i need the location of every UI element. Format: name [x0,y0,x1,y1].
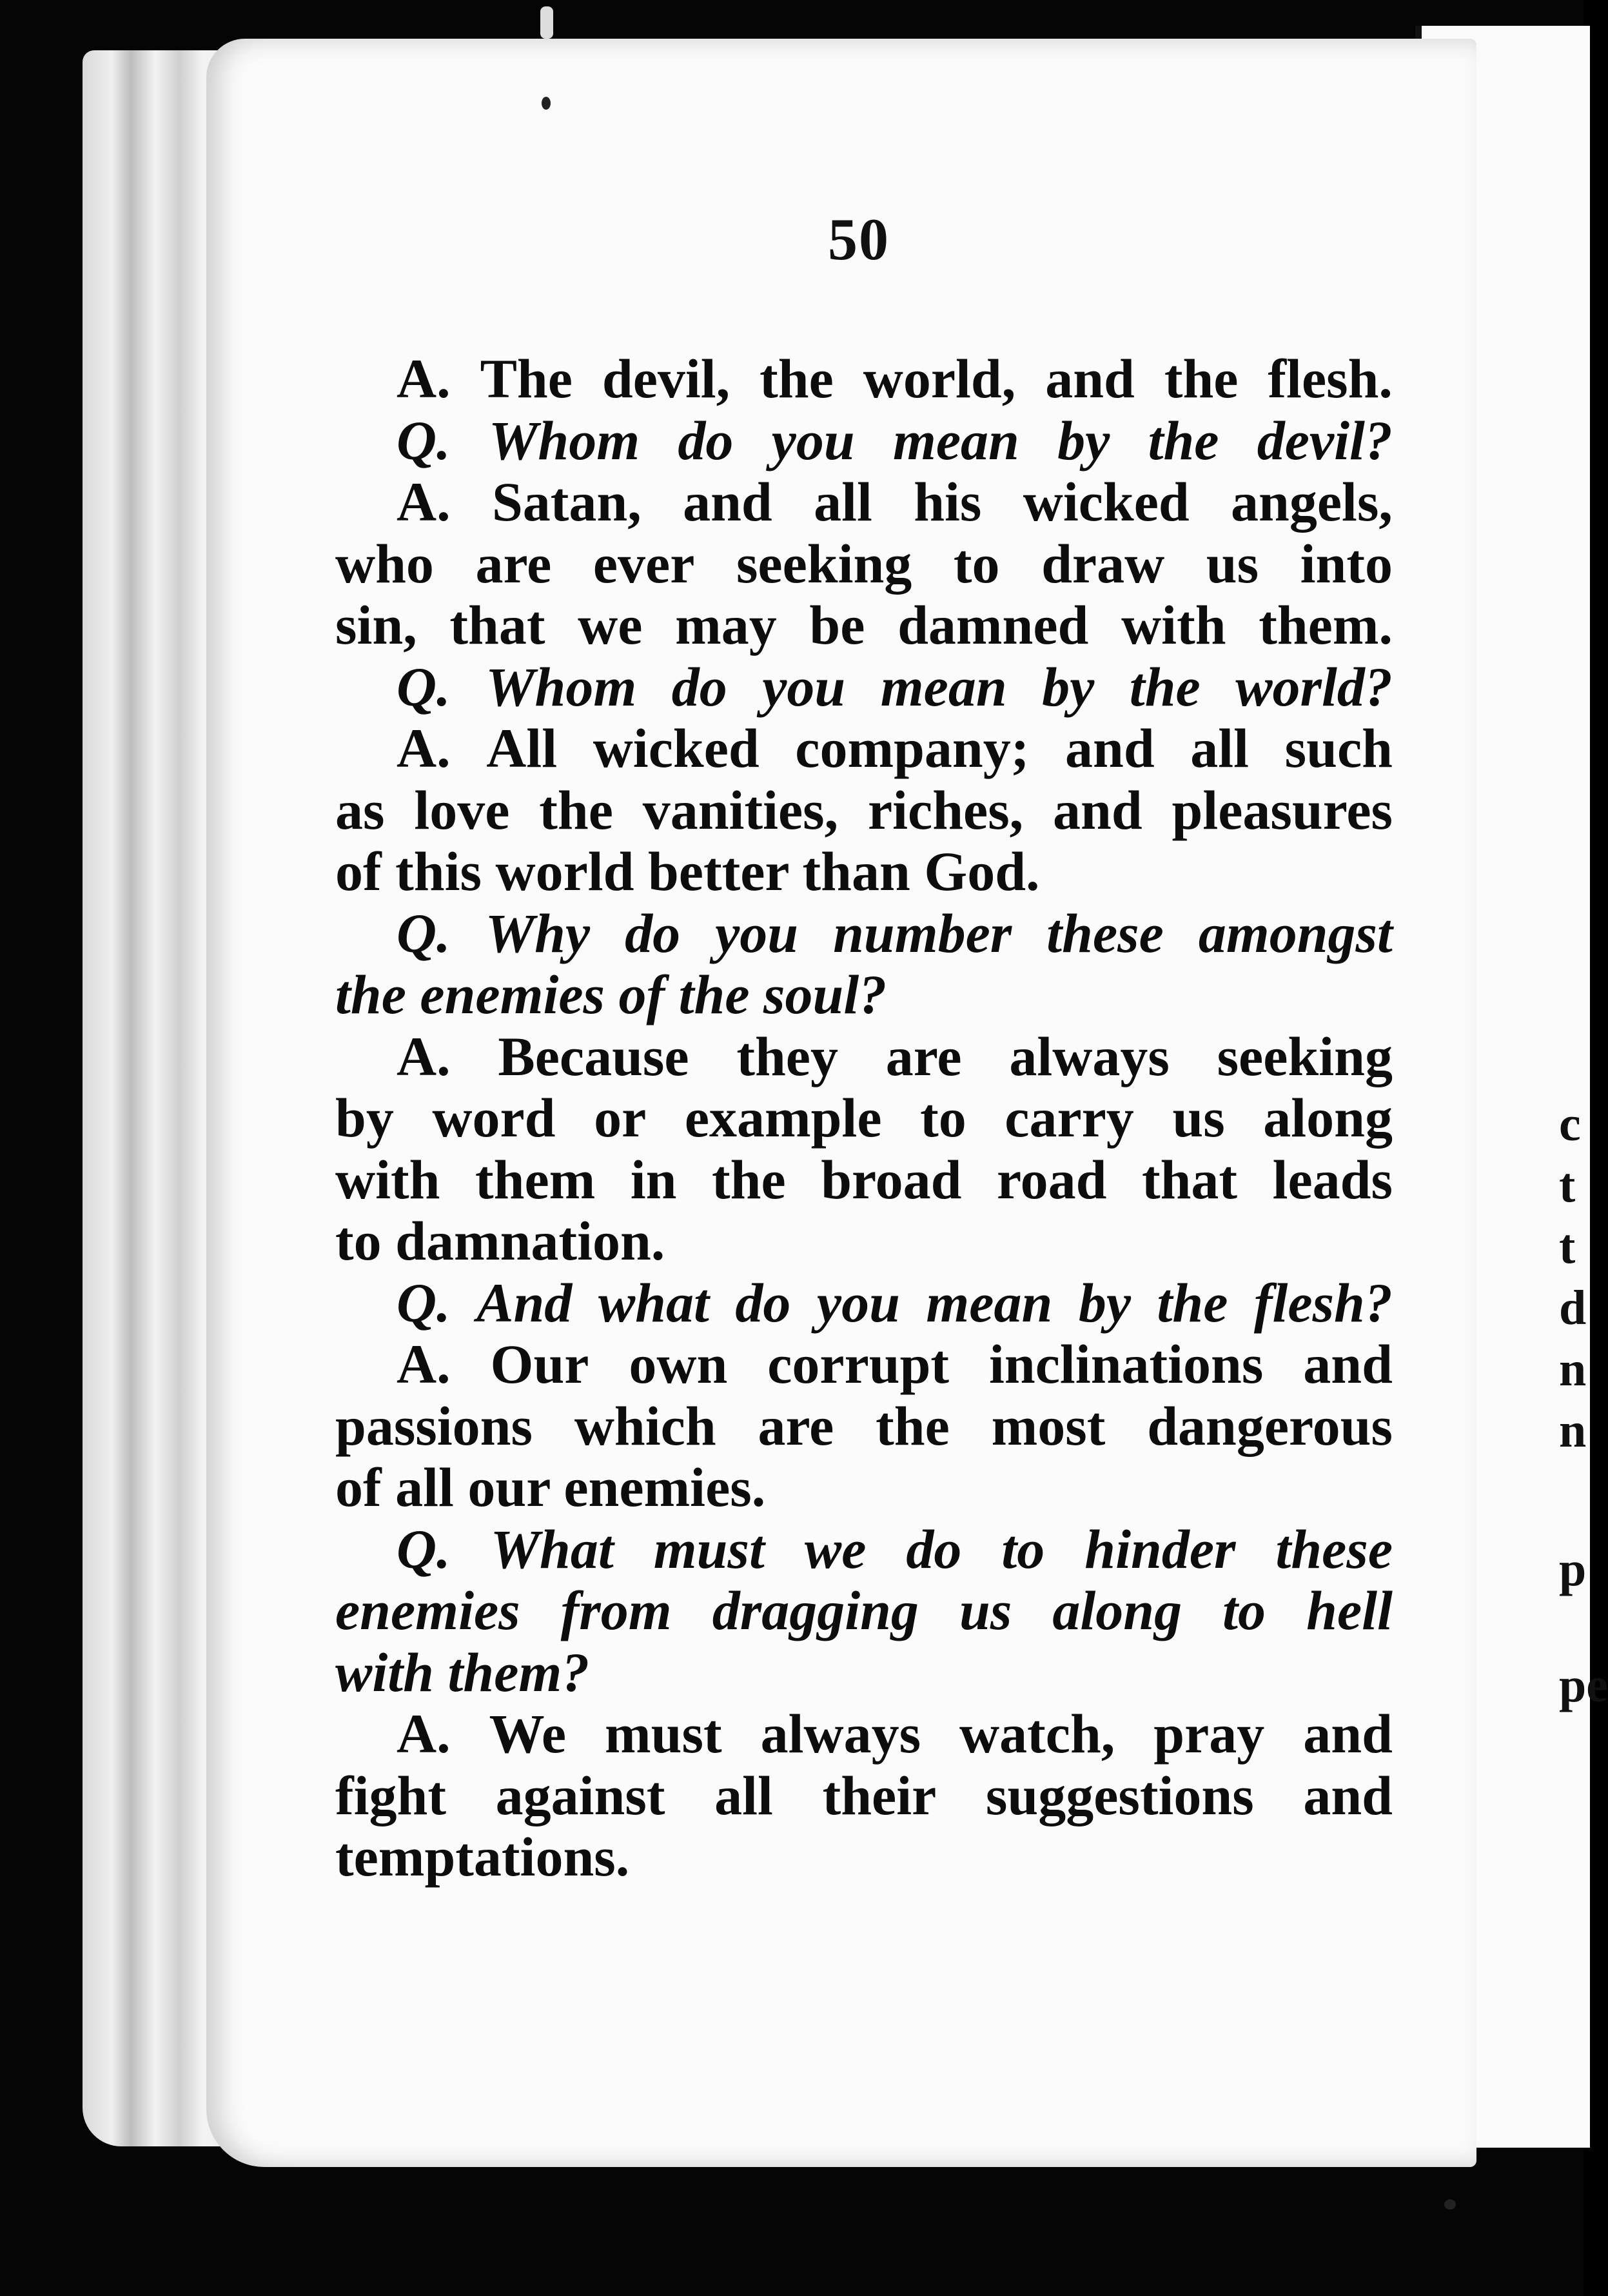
text-word: and [1303,1764,1393,1826]
text-word: Whom [485,655,637,718]
text-line [335,964,1393,1026]
text-word: you [715,902,799,964]
text-line [335,1642,1393,1704]
text-word: A. [397,348,451,410]
text-word: A. [397,717,451,779]
text-word: most [991,1394,1106,1457]
text-word: dangerous [1147,1394,1393,1457]
text-word: always [760,1703,921,1765]
text-word: We [489,1703,567,1765]
text-word: wicked [593,717,760,779]
text-word: all [714,1764,773,1826]
text-word: against [495,1764,665,1826]
text-word: devil? [1257,409,1393,471]
scan-speck [1444,2199,1456,2210]
text-line [335,1580,1393,1642]
text-word: Q. [397,409,451,471]
text-word: along [1052,1579,1182,1641]
text-word: from [560,1579,672,1641]
text-word: they [736,1025,838,1087]
catechism-text [335,348,1393,1888]
text-word: damned [897,594,1089,656]
text-word: do [678,409,734,471]
text-word: the [760,348,834,410]
text-word: are [475,532,552,595]
text-word: dragging [712,1579,919,1641]
text-word: them [475,1148,596,1211]
text-word: by [1057,409,1110,471]
text-word: to [1001,1518,1045,1580]
text-word: Satan, [491,471,642,533]
text-word: by [1078,1271,1131,1334]
text-word: by [335,1087,394,1149]
text-word: their [822,1764,937,1826]
facing-page-letter: t [1559,1158,1576,1212]
text-word: them. [1259,594,1393,656]
scan-speck [542,97,551,110]
text-word: hell [1306,1579,1393,1641]
facing-page-letter: t [1559,1220,1576,1274]
text-line [335,348,1393,410]
text-word: the [1157,1271,1228,1334]
text-word: flesh? [1253,1271,1393,1334]
text-word: or [594,1087,647,1149]
text-word: all [1190,717,1250,779]
text-word: and [1303,1333,1393,1395]
text-word: the [1164,348,1239,410]
text-word: road [996,1148,1107,1211]
scan-notch [540,6,553,39]
text-word: wicked [1023,471,1190,533]
text-line-content: of all our enemies. [335,1456,766,1518]
text-word: flesh. [1268,348,1393,410]
text-word: company; [795,717,1030,779]
text-line [335,1826,1393,1888]
text-word: always [1009,1025,1170,1087]
text-word: you [771,409,855,471]
text-word: that [1141,1148,1238,1211]
text-word: Q. [397,1518,451,1580]
text-word: do [625,902,681,964]
text-word: these [1046,902,1164,964]
text-word: draw [1041,532,1165,595]
text-word: A. [397,1025,451,1087]
text-line [335,1396,1393,1458]
text-word: the [712,1148,786,1211]
text-line-content: the enemies of the soul? [335,964,887,1025]
text-word: own [629,1333,728,1395]
text-word: along [1263,1087,1393,1149]
text-word: us [1172,1087,1225,1149]
text-line-content: with them? [335,1641,590,1703]
text-line [335,410,1393,472]
text-word: A. [397,1333,451,1395]
text-word: mean [892,409,1019,471]
text-word: be [809,594,865,656]
text-word: are [885,1025,962,1087]
text-word: into [1300,532,1393,595]
text-line [335,718,1393,780]
text-line [335,1026,1393,1088]
facing-page-letter: pe [1559,1658,1608,1712]
facing-page-letter: n [1559,1342,1587,1396]
text-word: must [605,1703,722,1765]
text-line [335,595,1393,657]
text-word: mean [880,655,1007,718]
text-line [335,1765,1393,1827]
text-word: Q. [397,902,451,964]
text-line [335,1519,1393,1581]
text-word: and [1053,778,1142,841]
text-word: seeking [736,532,912,595]
text-word: pleasures [1172,778,1393,841]
text-word: world? [1235,655,1393,718]
text-word: Q. [397,655,451,718]
text-word: us [1206,532,1259,595]
text-word: these [1275,1518,1393,1580]
text-word: suggestions [985,1764,1254,1826]
text-word: amongst [1198,902,1393,964]
text-line [335,533,1393,595]
text-word: to [920,1087,966,1149]
text-line-content: of this world better than God. [335,840,1040,902]
text-line [335,1703,1393,1765]
text-line [335,841,1393,903]
text-word: riches, [867,778,1024,841]
text-word: what [598,1271,709,1334]
text-word: to [1222,1579,1266,1641]
text-line [335,1272,1393,1334]
text-word: leads [1272,1148,1393,1211]
facing-page-letter: n [1559,1403,1587,1458]
text-word: his [914,471,982,533]
text-word: ever [593,532,695,595]
text-line [335,657,1393,718]
text-line [335,471,1393,533]
text-word: enemies [335,1579,520,1641]
text-word: mean [926,1271,1053,1334]
text-word: corrupt [767,1333,950,1395]
text-word: the [539,778,613,841]
text-word: in [630,1148,677,1211]
page-number: 50 [828,206,890,272]
text-word: Q. [397,1271,451,1334]
text-word: number [833,902,1012,964]
text-word: All [486,717,558,779]
text-word: example [684,1087,882,1149]
text-word: And [476,1271,573,1334]
text-word: who [335,532,434,595]
text-word: and [683,471,772,533]
text-word: word [432,1087,556,1149]
text-word: fight [335,1764,446,1826]
text-word: What [490,1518,614,1580]
text-word: sin, [335,594,417,656]
text-word: the [1148,409,1219,471]
text-word: vanities, [642,778,839,841]
text-word: passions [335,1394,533,1457]
text-line [335,1087,1393,1149]
text-word: as [335,778,385,841]
facing-page-letter: p [1559,1542,1587,1596]
text-line-content: temptations. [335,1826,630,1888]
text-word: A. [397,471,451,533]
text-word: A. [397,1703,451,1765]
text-line [335,1149,1393,1211]
text-line [335,1457,1393,1519]
text-word: do [906,1518,962,1580]
text-word: may [675,594,777,656]
text-word: do [735,1271,791,1334]
text-word: you [816,1271,900,1334]
text-word: watch, [959,1703,1115,1765]
text-line [335,1334,1393,1396]
text-word: broad [821,1148,962,1211]
text-word: Why [485,902,591,964]
text-word: to [953,532,1000,595]
text-word: carry [1005,1087,1134,1149]
text-word: inclinations [989,1333,1264,1395]
text-word: we [804,1518,867,1580]
text-word: we [578,594,643,656]
text-word: with [1121,594,1226,656]
facing-page-letter: d [1559,1281,1587,1335]
text-word: seeking [1217,1025,1393,1087]
text-word: and [1065,717,1155,779]
text-word: world, [863,348,1016,410]
text-word: Our [490,1333,589,1395]
text-word: Whom [488,409,640,471]
text-word: The [480,348,573,410]
text-word: the [1129,655,1201,718]
text-word: angels, [1231,471,1393,533]
text-word: hinder [1084,1518,1236,1580]
text-word: and [1045,348,1135,410]
text-word: all [814,471,872,533]
text-word: the [876,1394,950,1457]
text-word: pray [1153,1703,1265,1765]
text-word: Because [498,1025,689,1087]
text-word: that [449,594,545,656]
text-word: devil, [602,348,730,410]
text-word: us [959,1579,1012,1641]
text-word: must [653,1518,765,1580]
text-line-content: to damnation. [335,1210,665,1272]
text-line [335,780,1393,842]
facing-page-letter: c [1559,1097,1581,1151]
text-word: and [1303,1703,1393,1765]
text-word: you [762,655,846,718]
text-word: are [758,1394,834,1457]
text-word: do [671,655,727,718]
text-word: by [1042,655,1095,718]
text-line [335,1211,1393,1272]
text-word: love [414,778,510,841]
text-word: such [1284,717,1393,779]
text-word: which [574,1394,716,1457]
text-word: with [335,1148,440,1211]
text-line [335,903,1393,965]
